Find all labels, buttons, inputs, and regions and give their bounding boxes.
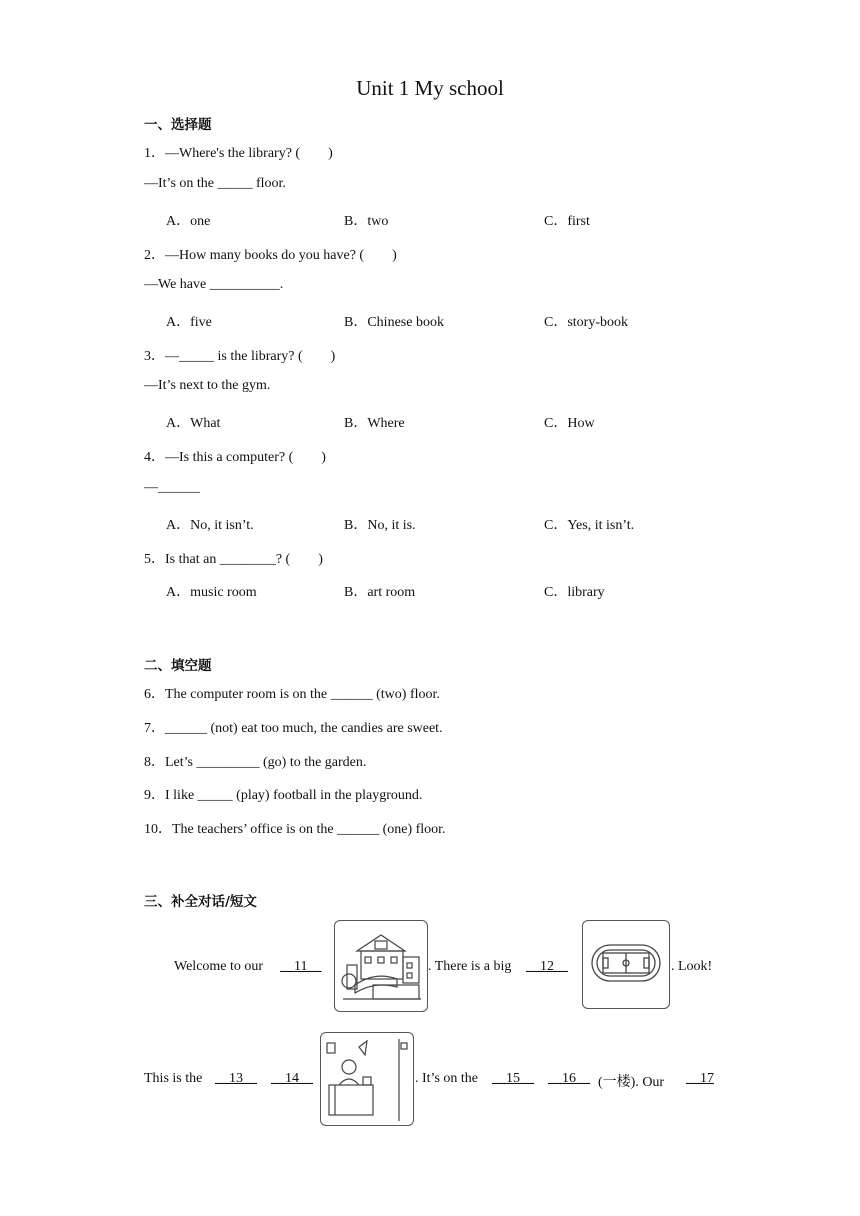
blank-14: __14__ <box>271 1071 313 1086</box>
fill-item-6: 6．The computer room is on the ______ (two) floor. <box>144 687 440 702</box>
blank-15: __15__ <box>492 1071 534 1086</box>
passage-line-2-text-b: . It’s on the <box>415 1071 478 1086</box>
q5-option-b: B．art room <box>344 585 416 600</box>
q3-option-a: A．What <box>166 416 221 431</box>
teacher-office-picture <box>320 1032 414 1126</box>
q2-option-a: A．five <box>166 315 212 330</box>
q2-option-b: B．Chinese book <box>344 315 444 330</box>
school-building-picture <box>334 920 428 1012</box>
q2-option-c: C．story-book <box>544 315 628 330</box>
q3-option-c: C．How <box>544 416 595 431</box>
passage-line-2-text-c: (一楼). Our <box>598 1075 665 1090</box>
question-1: 1．—Where's the library? ( ) <box>144 146 333 161</box>
question-1-answer-line: —It’s on the _____ floor. <box>144 176 286 191</box>
teacher-office-icon <box>321 1033 413 1125</box>
blank-11: __11__ <box>280 959 322 974</box>
question-4: 4．—Is this a computer? ( ) <box>144 450 326 465</box>
blank-12: __12__ <box>526 959 568 974</box>
passage-line-1-text-c: . Look! <box>671 959 713 974</box>
question-2: 2．—How many books do you have? ( ) <box>144 248 397 263</box>
school-building-icon <box>335 921 427 1011</box>
q4-option-a: A．No, it isn’t. <box>166 518 254 533</box>
fill-item-8: 8．Let’s _________ (go) to the garden. <box>144 755 367 770</box>
fill-item-7: 7．______ (not) eat too much, the candies are sweet. <box>144 721 443 736</box>
page-title: Unit 1 My school <box>356 76 504 100</box>
blank-13: __13__ <box>215 1071 257 1086</box>
question-3-answer-line: —It’s next to the gym. <box>144 378 271 393</box>
blank-17: __17 <box>686 1071 714 1086</box>
passage-line-1-text-a: Welcome to our <box>174 959 264 974</box>
playground-picture <box>582 920 670 1009</box>
question-4-answer-line: —______ <box>144 480 200 495</box>
fill-item-9: 9．I like _____ (play) football in the playground. <box>144 788 423 803</box>
section-heading-choice: 一、选择题 <box>144 117 212 133</box>
question-5: 5．Is that an ________? ( ) <box>144 552 323 567</box>
fill-item-10: 10．The teachers’ office is on the ______ (one) floor. <box>144 822 446 837</box>
q4-option-b: B．No, it is. <box>344 518 416 533</box>
section-heading-dialogue: 三、补全对话/短文 <box>144 894 257 910</box>
passage-line-1-text-b: . There is a big <box>428 959 512 974</box>
q1-option-b: B．two <box>344 214 389 229</box>
passage-line-2-text-a: This is the <box>144 1071 203 1086</box>
section-heading-fill-blank: 二、填空题 <box>144 658 212 674</box>
q1-option-a: A．one <box>166 214 211 229</box>
q5-option-c: C．library <box>544 585 605 600</box>
playground-icon <box>583 921 669 1008</box>
q5-option-a: A．music room <box>166 585 257 600</box>
q4-option-c: C．Yes, it isn’t. <box>544 518 635 533</box>
question-2-answer-line: —We have __________. <box>144 277 284 292</box>
blank-16: __16__ <box>548 1071 590 1086</box>
question-3: 3．—_____ is the library? ( ) <box>144 349 336 364</box>
q1-option-c: C．first <box>544 214 590 229</box>
q3-option-b: B．Where <box>344 416 405 431</box>
